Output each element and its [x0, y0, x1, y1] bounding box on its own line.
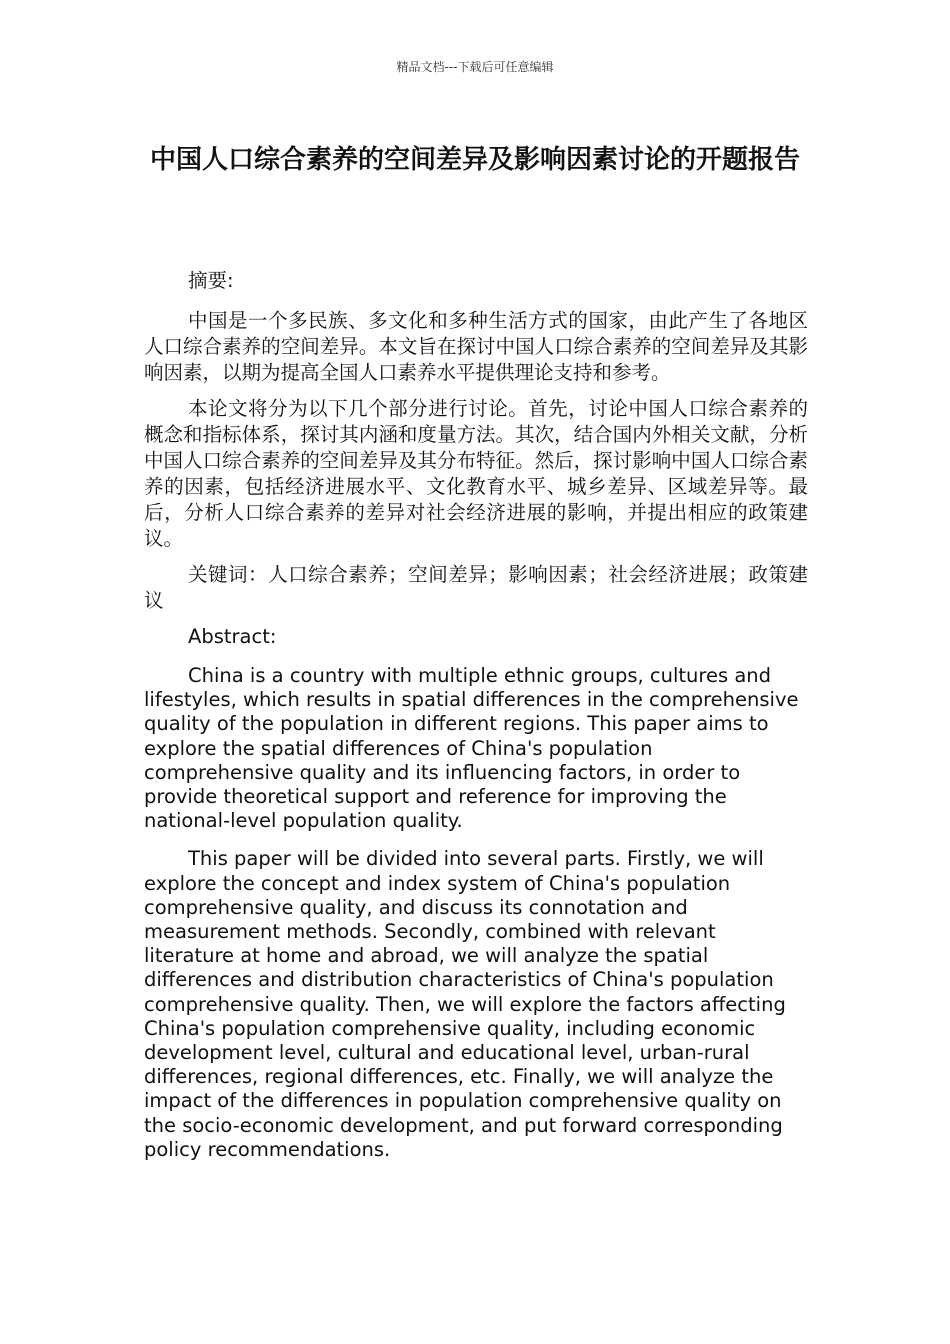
- abstract-cn-paragraph-1: 中国是一个多民族、多文化和多种生活方式的国家，由此产生了各地区人口综合素养的空间差异。本文旨在探讨中国人口综合素养的空间差异及其影响因素，以期为提高全国人口素养水平提供理论支持和参考。: [144, 309, 808, 384]
- document-title: 中国人口综合素养的空间差异及影响因素讨论的开题报告: [149, 145, 800, 175]
- header-note: 精品文档---下载后可任意编辑: [396, 60, 554, 74]
- abstract-en-label: Abstract:: [188, 625, 277, 648]
- keywords-cn: 关键词：人口综合素养；空间差异；影响因素；社会经济进展；政策建议: [144, 563, 808, 612]
- abstract-en-paragraph-2: This paper will be divided into several parts. Firstly, we will explore the concept and index system of China's population comprehensive quality, and discuss its connotation and measurement methods. Secondly, combined with relevant literature at home and abroad, we will analyze the spatial differences and distribution characteristics of China's population comprehensive quality. Then, we will explore the factors affecting China's population comprehensive quality, including economic development level, cultural and educational level, urban-rural differences, regional differences, etc. Finally, we will analyze the impact of the differences in population comprehensive quality on the socio-economic development, and put forward corresponding policy recommendations.: [144, 847, 786, 1161]
- abstract-en-paragraph-1: China is a country with multiple ethnic groups, cultures and lifestyles, which results in spatial differences in the comprehensive quality of the population in different regions. This paper aims to explore the spatial differences of China's population comprehensive quality and its influencing factors, in order to provide theoretical support and reference for improving the national-level population quality.: [144, 664, 799, 833]
- abstract-cn-label: 摘要:: [188, 269, 234, 292]
- document-body: [144, 268, 808, 1176]
- abstract-cn-paragraph-2: 本论文将分为以下几个部分进行讨论。首先，讨论中国人口综合素养的概念和指标体系，探讨其内涵和度量方法。其次，结合国内外相关文献，分析中国人口综合素养的空间差异及其分布特征。然后，探讨影响中国人口综合素养的因素，包括经济进展水平、文化教育水平、城乡差异、区域差异等。最后，分析人口综合素养的差异对社会经济进展的影响，并提出相应的政策建议。: [144, 397, 808, 550]
